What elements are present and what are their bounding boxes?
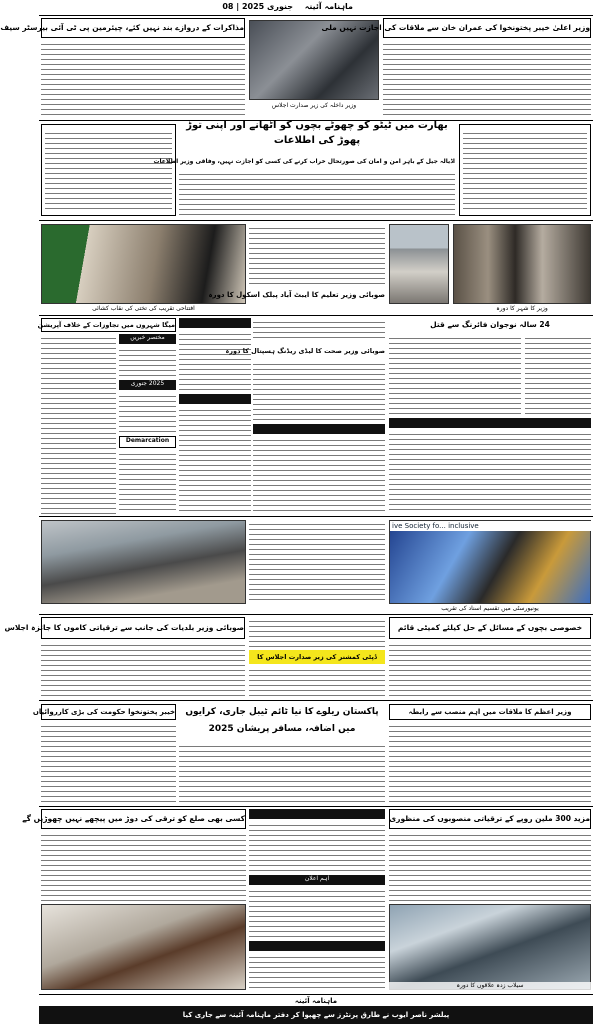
- photo-building: [389, 224, 449, 304]
- col-bottom-center: [249, 809, 385, 989]
- photo-visit: [453, 224, 591, 304]
- caption-photo-bottom-right: سیلاب زدہ علاقوں کا دورہ: [389, 982, 591, 990]
- photo-flood-visit: [389, 904, 591, 990]
- article-lower-center-b: [249, 666, 385, 697]
- divider: [39, 315, 593, 316]
- brief-text-2: [119, 392, 176, 432]
- article-lower-right: [389, 641, 591, 697]
- article-bottom-right: [389, 831, 591, 901]
- article-mid-center-top: [249, 224, 385, 284]
- masthead: [39, 0, 593, 16]
- caption-photo-mid-right: وزیر کا شہر کا دورہ: [496, 305, 548, 312]
- headline-mid-left: میگا شہروں میں تجاوزات کے خلاف آپریشن: [41, 318, 176, 332]
- black-bar: [249, 941, 385, 951]
- article-lower-center: [249, 617, 385, 647]
- article-col-1: [41, 334, 116, 514]
- black-bar: [253, 424, 385, 434]
- masthead-bottom: ماہنامہ آئینہ: [39, 994, 593, 1006]
- banner-text: ive Society fo... inclusive: [390, 521, 592, 531]
- headline-top-left: مذاکرات کے دروازے بند نہیں کئے، چیئرمین پی ٹی آئی بیرسٹر سیف: [41, 18, 245, 38]
- headline-bottom-left: کسی بھی صلع کو ترقی کی دوڑ میں پیچھے نہیں چھوڑیں گے: [41, 809, 246, 829]
- divider: [39, 516, 593, 517]
- demarcation-tag: Demarcation: [119, 436, 176, 448]
- article-lower-left: [41, 641, 245, 697]
- publisher-footer: پبلشر ناصر ایوب نے طارق پرنٹرز سے چھپوا کر دفتر ماہنامہ آئینہ سے جاری کیا: [39, 1006, 593, 1024]
- brief-date-tag: 2025 جنوری: [119, 380, 176, 390]
- article-col-3a: [179, 330, 251, 390]
- article-band-left: [41, 722, 176, 802]
- box-right-text: [463, 129, 587, 211]
- article-col-3b: [179, 406, 251, 514]
- box-left-notice: [41, 124, 176, 216]
- article-mid-right-a: [389, 334, 521, 414]
- article-top-left: [41, 40, 245, 118]
- headline-lower-left: صوبائی وزیر بلدیات کی جانب سے ترقیاتی کاموں کا جائزہ اجلاس: [41, 617, 245, 639]
- article-bottom-center-c: [249, 953, 385, 989]
- article-center-row5: [249, 520, 385, 604]
- article-mid-right-b: [525, 334, 591, 414]
- headline-center-main: بھارت میں ٹیٹو کو چھوٹے بچوں کو اٹھانے اور اپنی توڑ پھوڑ کی اطلاعات: [186, 120, 448, 146]
- photo-ceremony: [389, 520, 591, 604]
- caption-photo-lower-right: یونیورسٹی میں تقسیم اسناد کی تقریب: [441, 605, 539, 612]
- box-right-notice: [459, 124, 591, 216]
- box-left-text: [45, 129, 172, 211]
- headline-top-right: وزیر اعلیٰ خیبر پختونخوا کی عمران خان سے ملاقات کی اجازت نہیں ملی: [383, 18, 591, 38]
- brief-text-1: [119, 346, 176, 376]
- brief-text-3: [119, 450, 176, 514]
- article-health: [253, 360, 385, 420]
- paper-title: ماہنامہ آئینہ: [304, 2, 353, 11]
- headline-mid-center: صوبائی وزیر تعلیم کا ایبٹ آباد پبلک اسکول کا دورہ: [208, 291, 385, 299]
- col-health: [225, 318, 385, 514]
- black-bar: [179, 318, 251, 328]
- issue-date: جنوری 2025 | 08: [222, 2, 293, 11]
- headline-band-right: وزیر اعظم کا ملاقات میں اہم منصب سے رابطہ: [389, 704, 591, 720]
- brief-column: [119, 334, 176, 514]
- photo-group-event: [41, 904, 246, 990]
- notice-tag: اہم اعلان: [249, 875, 385, 885]
- article-mid-right-c: [389, 430, 591, 514]
- headline-band-center: پاکستان ریلوے کا نیا ٹائم ٹیبل جاری، کرایوں میں اضافہ، مسافر پریشان 2025: [185, 707, 379, 734]
- headline-lower-right: خصوصی بچوں کے مسائل کے حل کیلئے کمیٹی قائم: [389, 617, 591, 639]
- divider: [39, 220, 593, 221]
- article-center-main: [179, 170, 455, 218]
- headline-mid-right: 24 سالہ نوجوان فائرنگ سے قتل: [430, 320, 550, 329]
- article-col-4b: [253, 436, 385, 514]
- headline-center-sub: اڈیالہ جیل کے باہر امن و امان کی صورتحال خراب کرنے کی کسی کو اجازت نہیں، وفاقی وزیر اطلاعات: [153, 158, 455, 165]
- caption-photo-top: وزیر داخلہ کی زیر صدارت اجلاس: [271, 102, 357, 109]
- yellow-highlight-box: ڈپٹی کمشنر کی زیر صدارت اجلاس کا: [249, 650, 385, 664]
- article-top-right: [383, 40, 591, 118]
- headline-band-left: خیبر پختونخوا حکومت کی بڑی کارروائیاں: [41, 704, 176, 720]
- divider: [39, 806, 593, 807]
- black-bar: [249, 809, 385, 819]
- divider: [39, 700, 593, 701]
- headline-bottom-right: مزید 300 ملین روپے کے ترقیاتی منصوبوں کی منظوری: [389, 809, 591, 829]
- photo-street: [41, 520, 246, 604]
- brief-tag: مختصر خبریں: [119, 334, 176, 344]
- col-right: [389, 318, 591, 514]
- article-bottom-left: [41, 831, 246, 901]
- headline-health: صوبائی وزیر صحت کا لیڈی ریڈنگ ہسپتال کا دورہ: [225, 347, 385, 355]
- black-bar: [389, 418, 591, 428]
- article-band-right: [389, 722, 591, 802]
- article-bottom-center-a: [249, 821, 385, 871]
- caption-photo-mid-left: افتتاحی تقریب کی تختی کی نقاب کشائی: [92, 305, 195, 312]
- divider: [39, 614, 593, 615]
- article-band-center: [179, 742, 385, 802]
- article-bottom-center-b: [249, 887, 385, 937]
- black-bar: [179, 394, 251, 404]
- article-health-intro: [253, 318, 385, 342]
